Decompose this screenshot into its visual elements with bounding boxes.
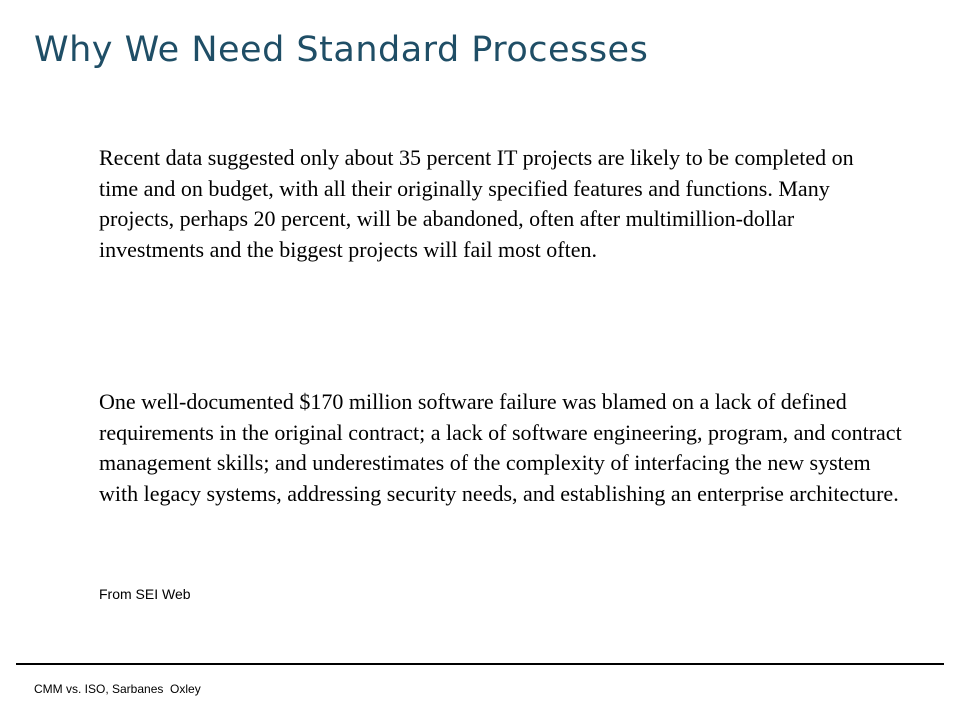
body-paragraph-2: One well-documented $170 million software failure was blamed on a lack of defined requirements in the original contract; a lack of software engineering, program, and contract management skills; and underestimates of the complexity of interfacing the new system with legacy systems, addressing security needs, and establishing an enterprise architecture.: [99, 389, 902, 506]
source-note: From SEI Web: [99, 586, 191, 602]
footer-divider: [16, 663, 944, 665]
slide-title: Why We Need Standard Processes: [34, 30, 649, 70]
footer-text: CMM vs. ISO, Sarbanes Oxley: [34, 682, 201, 696]
body-paragraph-1: Recent data suggested only about 35 percent IT projects are likely to be completed on time and on budget, with all their originally specified features and functions. Many projects, perhaps 20 percent, will be abandoned, often after multimillion-dollar investments and the biggest projects will fail most often.: [99, 145, 854, 262]
